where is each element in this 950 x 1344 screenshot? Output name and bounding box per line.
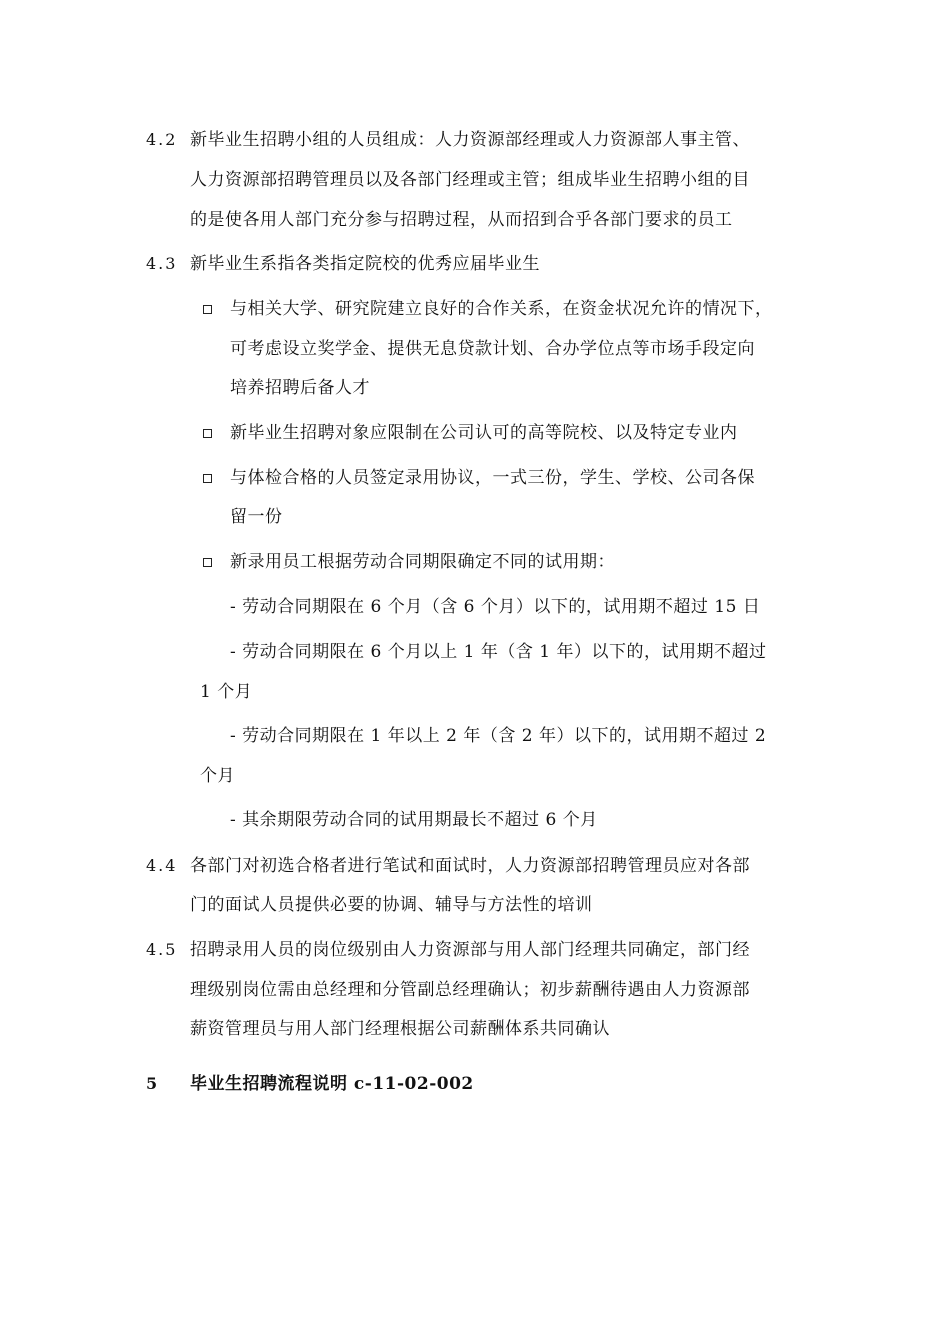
- probation-item-1: - 劳动合同期限在 6 个月（含 6 个月）以下的，试用期不超过 15 日: [230, 597, 761, 617]
- section-4-2-line-2: 人力资源部招聘管理员以及各部门经理或主管；组成毕业生招聘小组的目: [190, 170, 750, 190]
- probation-item-2-line-1: - 劳动合同期限在 6 个月以上 1 年（含 1 年）以下的，试用期不超过: [230, 642, 767, 662]
- bullet-2-line-1: 新毕业生招聘对象应限制在公司认可的高等院校、以及特定专业内: [230, 423, 738, 443]
- section-4-5-line-1: 招聘录用人员的岗位级别由人力资源部与用人部门经理共同确定，部门经: [190, 940, 750, 960]
- section-5-title: 毕业生招聘流程说明 c-11-02-002: [190, 1074, 474, 1094]
- section-4-5-line-2: 理级别岗位需由总经理和分管副总经理确认；初步薪酬待遇由人力资源部: [190, 980, 750, 1000]
- bullet-3-line-1: 与体检合格的人员签定录用协议，一式三份，学生、学校、公司各保: [230, 468, 755, 488]
- probation-item-4: - 其余期限劳动合同的试用期最长不超过 6 个月: [230, 810, 598, 830]
- section-4-4-line-2: 门的面试人员提供必要的协调、辅导与方法性的培训: [190, 895, 593, 915]
- bullet-1-line-3: 培养招聘后备人才: [230, 378, 370, 398]
- bullet-1-line-2: 可考虑设立奖学金、提供无息贷款计划、合办学位点等市场手段定向: [230, 339, 755, 359]
- section-4-2-line-3: 的是使各用人部门充分参与招聘过程，从而招到合乎各部门要求的员工: [190, 210, 733, 230]
- bullet-1-line-1: 与相关大学、研究院建立良好的合作关系，在资金状况允许的情况下，: [230, 299, 773, 319]
- probation-item-3-line-1: - 劳动合同期限在 1 年以上 2 年（含 2 年）以下的，试用期不超过 2: [230, 726, 767, 746]
- bullet-3-line-2: 留一份: [230, 507, 283, 527]
- section-number-4-3: 4.3: [146, 254, 178, 273]
- section-4-5-line-3: 薪资管理员与用人部门经理根据公司薪酬体系共同确认: [190, 1019, 610, 1039]
- probation-item-2-line-2: 1 个月: [200, 682, 253, 702]
- section-number-5: 5: [146, 1074, 160, 1093]
- section-number-4-4: 4.4: [146, 856, 178, 875]
- section-4-3-line-1: 新毕业生系指各类指定院校的优秀应届毕业生: [190, 254, 540, 274]
- square-bullet-icon: [203, 429, 212, 438]
- bullet-4-line-1: 新录用员工根据劳动合同期限确定不同的试用期：: [230, 552, 615, 572]
- probation-item-3-line-2: 个月: [200, 766, 235, 786]
- square-bullet-icon: [203, 474, 212, 483]
- section-4-2-line-1: 新毕业生招聘小组的人员组成：人力资源部经理或人力资源部人事主管、: [190, 130, 750, 150]
- section-number-4-2: 4.2: [146, 130, 178, 149]
- section-4-4-line-1: 各部门对初选合格者进行笔试和面试时，人力资源部招聘管理员应对各部: [190, 856, 750, 876]
- square-bullet-icon: [203, 558, 212, 567]
- section-number-4-5: 4.5: [146, 940, 178, 959]
- square-bullet-icon: [203, 305, 212, 314]
